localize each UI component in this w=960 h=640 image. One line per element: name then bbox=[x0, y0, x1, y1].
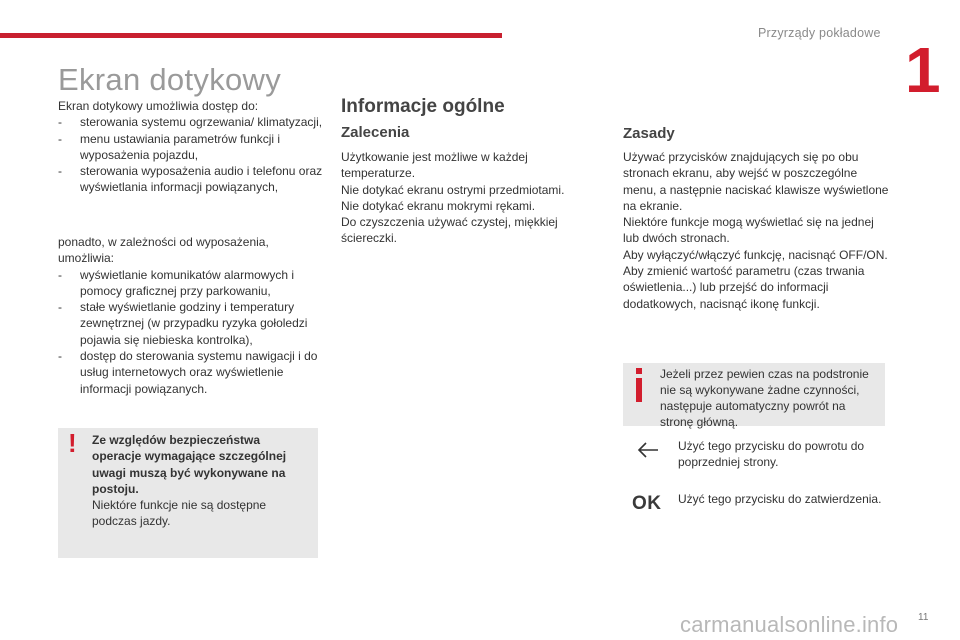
list-dash: - bbox=[58, 131, 62, 146]
section-title: Przyrządy pokładowe bbox=[758, 26, 881, 40]
page-title: Ekran dotykowy bbox=[58, 62, 282, 97]
intro-text: Ekran dotykowy umożliwia dostęp do: bbox=[58, 99, 259, 113]
chapter-number: 1 bbox=[905, 34, 941, 106]
warning-text bbox=[92, 432, 312, 530]
list-dash: - bbox=[58, 267, 62, 282]
list-item-text: sterowania systemu ogrzewania/ klimatyzacji, bbox=[80, 115, 323, 130]
list-item-text: sterowania wyposażenia audio i telefonu oraz wyświetlania informacji powiązanych, bbox=[80, 164, 323, 195]
warning-note: Niektóre funkcje nie są dostępne podczas jazdy. bbox=[92, 498, 267, 529]
general-heading: Informacje ogólne bbox=[341, 96, 505, 117]
recommendation-line: Nie dotykać ekranu mokrymi rękami. bbox=[341, 198, 536, 213]
rule-line: Aby wyłączyć/włączyć funkcję, nacisnąć OFF/ON. bbox=[623, 247, 888, 262]
list-item bbox=[58, 163, 328, 196]
list-item-text: stałe wyświetlanie godziny i temperatury zewnętrznej (w przypadku ryzyka gołoledzi pojawia się niebieska kontrolka), bbox=[80, 300, 308, 347]
exclamation-icon: ! bbox=[68, 428, 77, 458]
list-dash: - bbox=[58, 349, 62, 364]
ok-description: Użyć tego przycisku do zatwierdzenia. bbox=[678, 492, 882, 506]
info-icon bbox=[633, 364, 645, 404]
recommendation-line: Do czyszczenia używać czystej, miękkiej ściereczki. bbox=[341, 215, 558, 246]
back-arrow-icon bbox=[636, 441, 660, 459]
recommendations-heading: Zalecenia bbox=[341, 124, 410, 141]
list-dash: - bbox=[58, 300, 62, 315]
header-red-bar bbox=[0, 33, 502, 38]
rules-heading: Zasady bbox=[623, 125, 675, 142]
extra-intro-text: ponadto, w zależności od wyposażenia, umożliwia: bbox=[58, 235, 269, 266]
list-item bbox=[58, 348, 328, 397]
list-dash: - bbox=[58, 115, 62, 130]
list-item bbox=[58, 267, 328, 300]
list-item-text: menu ustawiania parametrów funkcji i wyposażenia pojazdu, bbox=[80, 131, 281, 162]
recommendation-line: Użytkowanie jest możliwe w każdej temperaturze. bbox=[341, 150, 528, 181]
rule-line: Niektóre funkcje mogą wyświetlać się na jednej lub dwóch stronach. bbox=[623, 215, 874, 246]
list-item bbox=[58, 299, 328, 348]
intro-block bbox=[58, 98, 328, 196]
back-description: Użyć tego przycisku do powrotu do poprzedniej strony. bbox=[678, 439, 865, 470]
page-number: 11 bbox=[918, 612, 929, 623]
list-item-text: wyświetlanie komunikatów alarmowych i pomocy graficznej przy parkowaniu, bbox=[80, 267, 295, 298]
list-item bbox=[58, 131, 328, 164]
rule-line: Używać przycisków znajdujących się po obu stronach ekranu, aby wejść w poszczególne menu, a następnie naciskać klawisze wyświetlone na ekranie. bbox=[623, 150, 889, 213]
extra-block bbox=[58, 234, 328, 397]
access-list bbox=[58, 114, 328, 195]
rules-text bbox=[623, 149, 893, 312]
recommendations-text bbox=[341, 149, 581, 247]
extra-list bbox=[58, 267, 328, 397]
recommendation-line: Nie dotykać ekranu ostrymi przedmiotami. bbox=[341, 182, 565, 197]
rule-line: Aby zmienić wartość parametru (czas trwania oświetlenia...) lub przejść do informacji dodatkowych, nacisnąć ikonę funkcji. bbox=[623, 264, 865, 311]
ok-icon: OK bbox=[632, 493, 662, 514]
list-item bbox=[58, 114, 328, 130]
list-item-text: dostęp do sterowania systemu nawigacji i do usług internetowych oraz wyświetlenie informacji powiązanych. bbox=[80, 349, 318, 396]
list-dash: - bbox=[58, 164, 62, 179]
info-text: Jeżeli przez pewien czas na podstronie nie są wykonywane żadne czynności, następuje automatyczny powrót na stronę główną. bbox=[660, 367, 869, 429]
warning-bold-text: Ze względów bezpieczeństwa operacje wymagające szczególnej uwagi muszą być wykonywane na postoju. bbox=[92, 433, 287, 496]
watermark: carmanualsonline.info bbox=[680, 612, 899, 637]
